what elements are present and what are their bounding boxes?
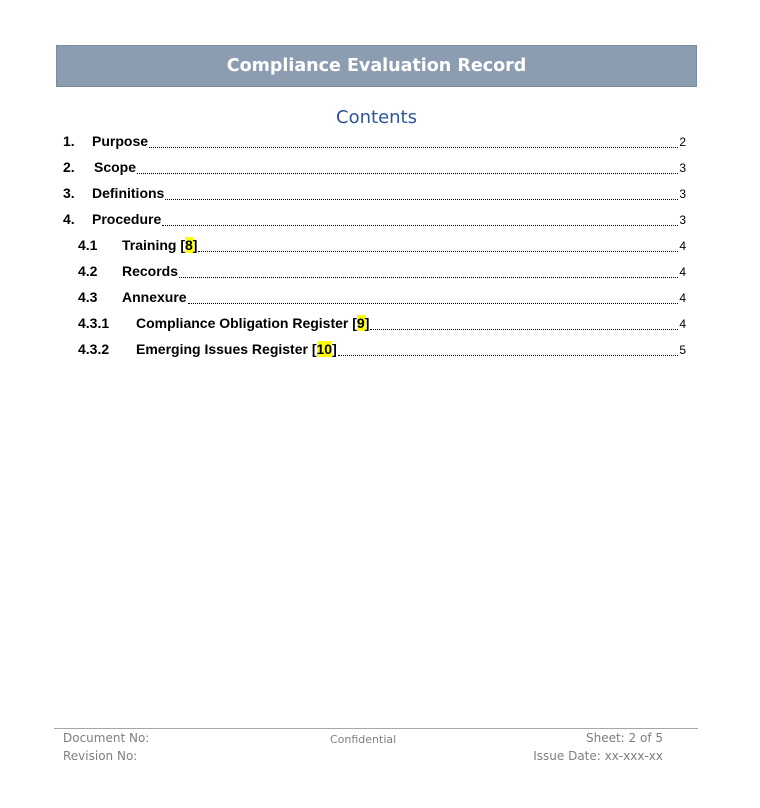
toc-label: Purpose	[92, 133, 149, 149]
toc-number: 2.	[63, 159, 75, 175]
toc-page-number: 4	[679, 239, 686, 253]
toc-leader-dots	[137, 172, 678, 174]
footer-issue-date: Issue Date: xx-xxx-xx	[533, 749, 663, 763]
toc-leader-dots	[338, 354, 679, 356]
toc-page-number: 3	[679, 213, 686, 227]
toc-entry-compliance-obligation-register[interactable]	[78, 315, 686, 335]
toc-number: 4.3.1	[78, 315, 110, 331]
toc-entry-definitions[interactable]	[63, 185, 686, 205]
toc-page-number: 5	[679, 343, 686, 357]
toc-leader-dots	[188, 302, 679, 304]
toc-label: Training [8]	[122, 237, 198, 253]
toc-page-number: 3	[679, 161, 686, 175]
toc-entry-purpose[interactable]	[63, 133, 686, 153]
document-title-bar	[56, 45, 697, 87]
toc-leader-dots	[165, 198, 678, 200]
toc-label-text: Emerging Issues Register [	[136, 341, 317, 357]
toc-number: 4.2	[78, 263, 98, 279]
toc-label-text: Compliance Obligation Register [	[136, 315, 357, 331]
toc-entry-emerging-issues-register[interactable]	[78, 341, 686, 361]
reference-highlight: 8	[185, 237, 193, 253]
reference-highlight: 9	[356, 315, 365, 331]
toc-entry-scope[interactable]	[63, 159, 686, 179]
toc-number: 4.	[63, 211, 75, 227]
toc-page-number: 2	[679, 135, 686, 149]
toc-number: 3.	[63, 185, 75, 201]
toc-label: Records	[122, 263, 179, 279]
toc-page-number: 4	[679, 317, 686, 331]
toc-label: Procedure	[92, 211, 162, 227]
toc-leader-dots	[149, 146, 678, 148]
toc-leader-dots	[370, 328, 678, 330]
toc-leader-dots	[198, 250, 678, 252]
toc-leader-dots	[179, 276, 678, 278]
footer-divider	[54, 728, 698, 729]
toc-number: 1.	[63, 133, 75, 149]
toc-label: Definitions	[92, 185, 165, 201]
toc-entry-annexure[interactable]	[78, 289, 686, 309]
footer-document-no: Document No:	[63, 731, 150, 745]
toc-label: Compliance Obligation Register [9]	[136, 315, 370, 331]
toc-page-number: 4	[679, 291, 686, 305]
toc-page-number: 3	[679, 187, 686, 201]
toc-number: 4.3	[78, 289, 98, 305]
contents-heading: Contents	[336, 107, 417, 128]
footer-classification: Confidential	[330, 733, 397, 746]
reference-highlight: 10	[316, 341, 333, 357]
toc-label-text: Training [	[122, 237, 185, 253]
toc-entry-training[interactable]	[78, 237, 686, 257]
toc-label: Annexure	[122, 289, 187, 305]
document-title: Compliance Evaluation Record	[226, 56, 527, 76]
toc-number: 4.3.2	[78, 341, 110, 357]
toc-entry-procedure[interactable]	[63, 211, 686, 231]
toc-leader-dots	[162, 224, 678, 226]
footer-revision-no: Revision No:	[63, 749, 138, 763]
toc-label: Emerging Issues Register [10]	[136, 341, 337, 357]
toc-entry-records[interactable]	[78, 263, 686, 283]
toc-label: Scope	[94, 159, 137, 175]
footer-sheet: Sheet: 2 of 5	[585, 731, 663, 745]
toc-page-number: 4	[679, 265, 686, 279]
toc-number: 4.1	[78, 237, 98, 253]
